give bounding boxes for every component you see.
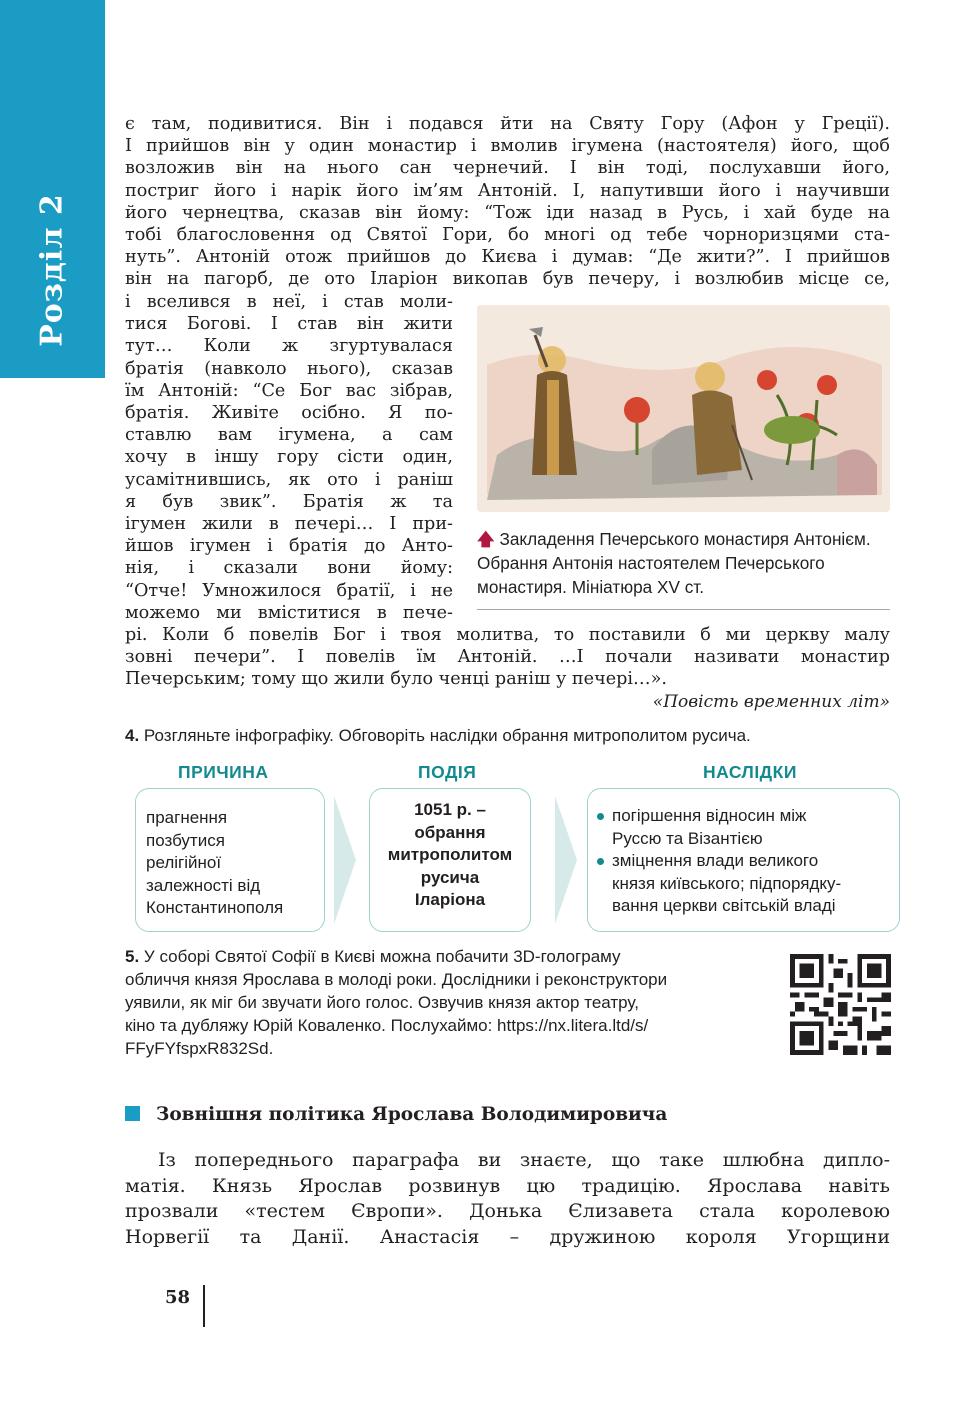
event-box (369, 788, 531, 932)
task-5-line (125, 945, 773, 968)
task-text: Розгляньте інфографіку. Обговоріть наслідки обрання митрополитом русича. (143, 726, 751, 745)
cause-heading: ПРИЧИНА (178, 762, 269, 782)
task-number: 5. (125, 947, 140, 966)
quote-line: ігумен жили в печері… І при- (125, 514, 453, 535)
result-line: вання церкви світській владі (612, 896, 836, 915)
quote-bottom (125, 624, 890, 691)
quote-line: “Отче! Умножилося братії, і не (125, 580, 453, 601)
caption-divider (477, 609, 890, 610)
cause-line: залежності від (146, 875, 261, 895)
quote-line: можемо ми вміститися в пече- (125, 602, 453, 623)
event-line: обрання (414, 822, 486, 842)
quote-line: рі. Коли б повелів Бог і твоя молитва, то поставили б ми церкву малу (125, 625, 890, 645)
qr-code-icon[interactable] (790, 954, 891, 1055)
results-box (587, 788, 900, 932)
quote-line: братія (навколо нього), сказав (125, 358, 453, 379)
quote-line: він на пагорб, де ото Іларіон викопав був печеру, і возлюбив місце се, (125, 269, 890, 290)
quote-line: тобі благословення од Святої Гори, бо многі од тебе чорноризцями ста- (125, 225, 890, 246)
result-line: Руссю та Візантією (612, 828, 763, 848)
quote-line: Печерським; тому що жили було ченці раніш у печері…». (125, 669, 667, 690)
event-line: Іларіона (414, 890, 486, 909)
results-heading: НАСЛІДКИ (703, 762, 797, 782)
body-paragraph (125, 1148, 890, 1250)
quote-line: і вселився в неї, і став моли- (125, 292, 453, 312)
task-5-line: обличчя князя Ярослава в молоді роки. Дослідники і реконструктори (125, 970, 668, 989)
event-line: 1051 р. – (414, 800, 486, 819)
quote-line: ставлю вам ігумена, а сам (125, 425, 453, 446)
task-4 (125, 726, 751, 746)
figure-caption-text: Закладення Печерського монастиря Антонієм. Обрання Антонія настоятелем Печерського монастиря. Мініатюра XV ст. (477, 529, 871, 597)
body-line: Норвегії та Данії. Анастасія – дружиною короля Угорщини (125, 1225, 890, 1248)
event-line: митрополитом (387, 845, 513, 864)
up-arrow-icon: 🡅 (477, 529, 495, 549)
quote-line: хочу в іншу гору сісти один, (125, 447, 453, 468)
quote-line: є там, подивитися. Він і подався йти на Святу Гору (Афон у Греції). (125, 114, 890, 134)
miniature-illustration (477, 305, 890, 512)
task-5-line: уявили, як міг би звучати його голос. Озвучив князя актор театру, (125, 993, 639, 1012)
quote-line: братія. Живіте осібно. Я по- (125, 403, 453, 424)
chevron-right-icon (553, 796, 579, 924)
quote-line: тут… Коли ж згуртувалася (125, 336, 453, 357)
quote-line: нуть”. Антоній отож прийшов до Києва і думав: “Де жити?”. І прийшов (125, 247, 890, 268)
page-number: 58 (165, 1287, 191, 1308)
body-line: Із попереднього параграфа ви знаєте, що таке шлюбна дипло- (158, 1149, 890, 1171)
quote-left-column (125, 291, 453, 624)
task-5-line[interactable]: кіно та дубляжу Юрій Коваленко. Послухаймо: https://nx.litera.ltd/s/ (125, 1016, 649, 1035)
figure-caption (477, 527, 890, 599)
section-tab-label: Розділ 2 (34, 193, 70, 347)
quote-line: йшов ігумен і братія до Анто- (125, 536, 453, 557)
quote-line: усамітнившись, як ото і раніш (125, 469, 453, 490)
cause-line: Константинополя (146, 898, 284, 917)
page-number-divider (203, 1285, 205, 1327)
result-line: зміцнення влади великого (612, 851, 819, 870)
section-title: Зовнішня політика Ярослава Володимировича (156, 1104, 668, 1125)
quote-line: тися Богові. І став він жити (125, 314, 453, 335)
miniature-drawing (477, 305, 890, 512)
quote-line: його чернецтва, сказав він йому: “Тож іди назад в Русь, і хай буде на (125, 202, 890, 223)
quote-line: я був звик”. Братія ж та (125, 491, 453, 512)
cause-line: прагнення (146, 808, 228, 827)
quote-line: нія, і сказали вони йому: (125, 558, 453, 579)
task-5-text: У соборі Святої Софії в Києві можна побачити 3D-голограму (143, 947, 621, 966)
quote-top (125, 113, 890, 291)
body-line: матія. Князь Ярослав розвинув цю традицію. Ярослава навіть (125, 1174, 890, 1197)
cause-box (135, 788, 325, 932)
section-marker (125, 1106, 140, 1121)
section-side-tab (0, 0, 105, 378)
result-line: князя київського; підпорядку- (612, 873, 842, 893)
body-line: прозвали «тестем Європи». Донька Єлизавета стала королевою (125, 1200, 890, 1222)
quote-line: постриг його і нарік його ім’ям Антоній. І, напутивши його і научивши (125, 180, 890, 201)
result-item (590, 805, 899, 850)
chevron-right-icon (332, 796, 358, 924)
quote-source: «Повість временних літ» (652, 692, 890, 712)
task-5 (125, 945, 773, 1060)
cause-line: релігійної (146, 853, 222, 872)
result-line: погіршення відносин між (612, 806, 807, 825)
event-heading: ПОДІЯ (418, 762, 477, 782)
quote-line: І прийшов він у один монастир і вмолив ігумена (настоятеля) його, щоб (125, 136, 890, 157)
result-item (590, 850, 899, 918)
task-5-line[interactable]: FFyFYfspxR832Sd. (125, 1039, 274, 1058)
quote-line: возложив він на нього сан чернечий. І він тоді, послухавши його, (125, 158, 890, 179)
cause-line: позбутися (146, 830, 225, 850)
section-heading (125, 1104, 667, 1125)
task-number: 4. (125, 726, 140, 745)
quote-line: зовні печери”. І повелів їм Антоній. …І почали називати монастир (125, 647, 890, 668)
quote-line: їм Антоній: “Се Бог вас зібрав, (125, 380, 453, 401)
event-line: русича (420, 867, 480, 887)
